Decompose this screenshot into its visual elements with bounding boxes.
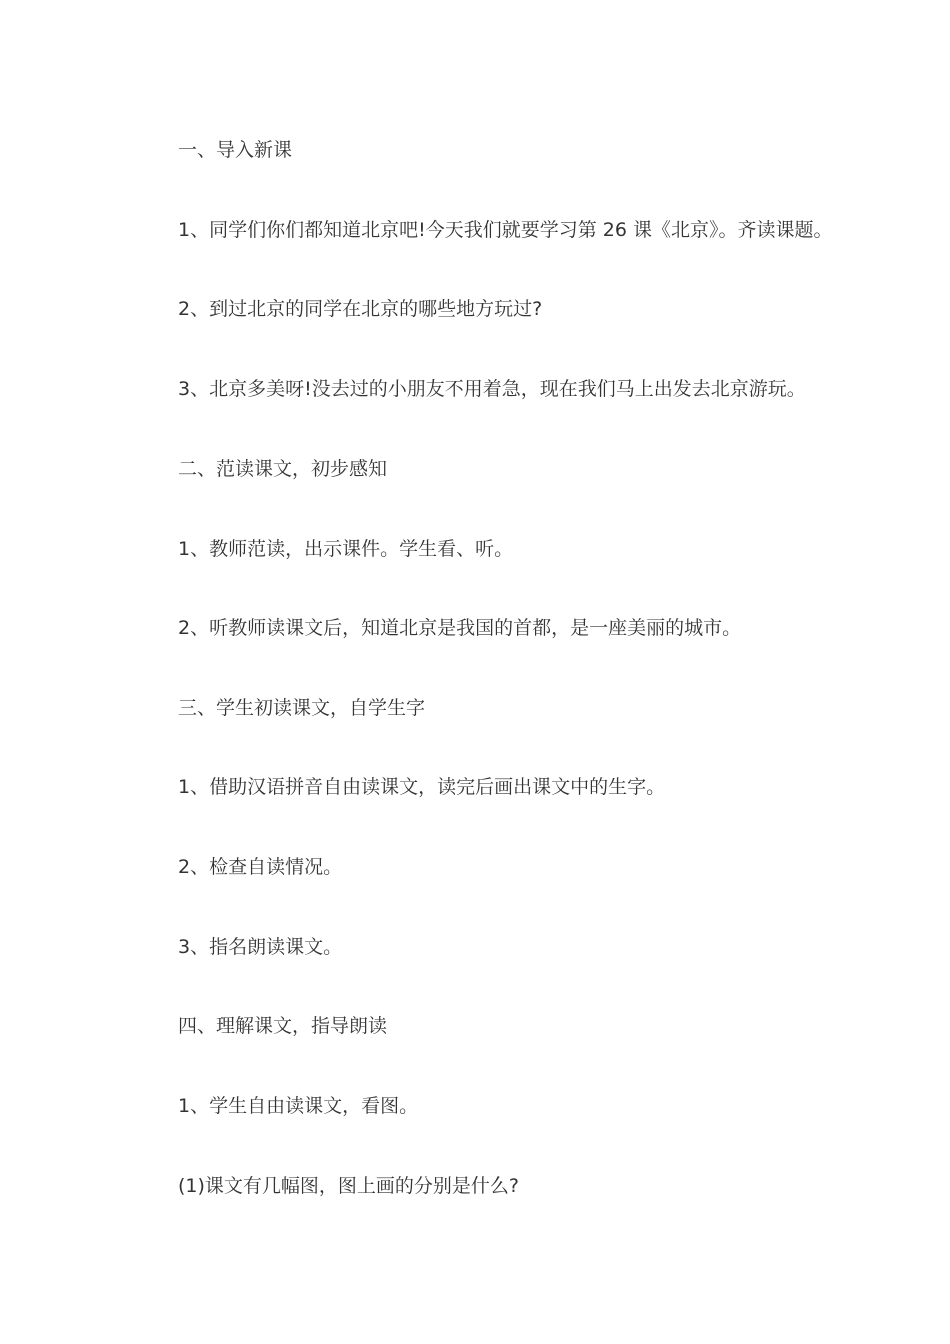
paragraph-3-3: 3、指名朗读课文。 [178, 936, 343, 958]
section-heading-1: 一、导入新课 [178, 139, 293, 161]
paragraph-4-2: (1)课文有几幅图，图上画的分别是什么? [178, 1175, 519, 1197]
paragraph-4-1: 1、学生自由读课文，看图。 [178, 1095, 419, 1117]
paragraph-3-1: 1、借助汉语拼音自由读课文，读完后画出课文中的生字。 [178, 776, 666, 798]
paragraph-1-1: 1、同学们你们都知道北京吧!今天我们就要学习第 26 课《北京》。齐读课题。 [178, 219, 833, 241]
paragraph-2-2: 2、听教师读课文后，知道北京是我国的首都，是一座美丽的城市。 [178, 617, 742, 639]
section-heading-2: 二、范读课文，初步感知 [178, 458, 388, 480]
paragraph-3-2: 2、检查自读情况。 [178, 856, 343, 878]
section-heading-3: 三、学生初读课文，自学生字 [178, 697, 426, 719]
paragraph-1-3: 3、北京多美呀!没去过的小朋友不用着急，现在我们马上出发去北京游玩。 [178, 378, 806, 400]
section-heading-4: 四、理解课文，指导朗读 [178, 1015, 388, 1037]
paragraph-1-2: 2、到过北京的同学在北京的哪些地方玩过? [178, 298, 543, 320]
paragraph-2-1: 1、教师范读，出示课件。学生看、听。 [178, 538, 514, 560]
